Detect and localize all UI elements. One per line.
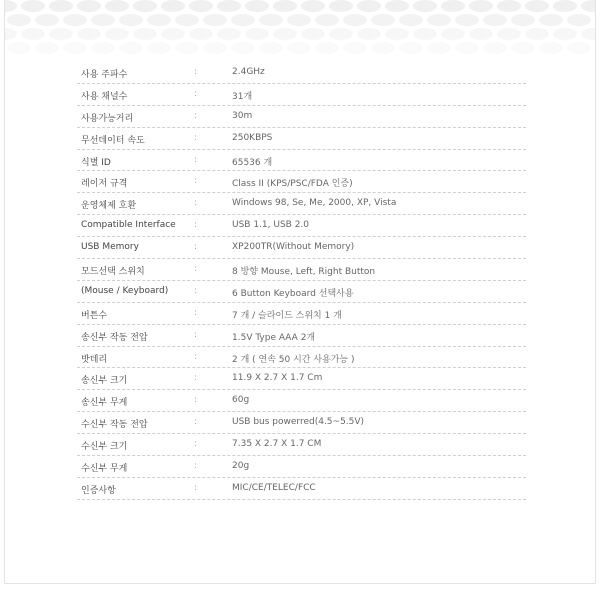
pattern-dot — [21, 28, 45, 40]
pattern-dot — [217, 0, 241, 12]
spec-separator: : — [194, 220, 198, 231]
spec-label: 수신부 무게 — [81, 464, 128, 475]
pattern-dot — [525, 0, 549, 12]
pattern-dot — [105, 28, 129, 40]
pattern-dot — [511, 42, 535, 54]
spec-value: 20g — [232, 461, 250, 472]
pattern-dot — [371, 14, 395, 26]
spec-value: 11.9 X 2.7 X 1.7 Cm — [232, 373, 323, 384]
pattern-dot — [287, 14, 311, 26]
pattern-dot — [329, 28, 353, 40]
pattern-dot — [175, 42, 199, 54]
spec-row — [77, 171, 526, 193]
spec-label: 레이저 규격 — [81, 179, 128, 190]
pattern-dot — [217, 28, 241, 40]
spec-label: 사용가능거리 — [81, 113, 134, 124]
spec-separator: : — [194, 198, 198, 209]
pattern-dot — [49, 0, 73, 12]
spec-row — [77, 84, 526, 106]
pattern-dot — [203, 14, 227, 26]
pattern-dot — [441, 0, 465, 12]
pattern-dot — [147, 42, 171, 54]
pattern-dot — [483, 14, 507, 26]
spec-row — [77, 303, 526, 325]
pattern-dot — [133, 0, 157, 12]
pattern-dot — [301, 28, 325, 40]
pattern-dot — [189, 0, 213, 12]
spec-row — [77, 478, 526, 500]
spec-row — [77, 259, 526, 281]
pattern-dot — [301, 0, 325, 12]
spec-value: XP200TR(Without Memory) — [232, 242, 355, 253]
pattern-dot — [315, 42, 339, 54]
spec-separator: : — [194, 154, 198, 165]
spec-row — [77, 281, 526, 303]
spec-separator: : — [194, 329, 198, 340]
spec-row — [77, 128, 526, 150]
pattern-dot — [427, 14, 451, 26]
spec-separator: : — [194, 417, 198, 428]
spec-label: 수신부 크기 — [81, 442, 128, 453]
pattern-dot — [35, 42, 59, 54]
spec-row — [77, 434, 526, 456]
spec-label: 버튼수 — [81, 310, 108, 321]
pattern-dot — [357, 28, 381, 40]
spec-value: USB 1.1, USB 2.0 — [232, 220, 310, 231]
pattern-dot — [469, 28, 493, 40]
pattern-dot — [203, 42, 227, 54]
pattern-dot — [273, 28, 297, 40]
pattern-dot — [5, 28, 17, 40]
spec-value: 31개 — [232, 91, 253, 102]
spec-label: 사용 채널수 — [81, 91, 128, 102]
pattern-dot — [539, 42, 563, 54]
spec-value: MIC/CE/TELEC/FCC — [232, 482, 316, 493]
pattern-dot — [77, 0, 101, 12]
pattern-dot — [231, 42, 255, 54]
pattern-dot — [553, 28, 577, 40]
pattern-dot — [511, 14, 535, 26]
spec-separator: : — [194, 67, 198, 77]
spec-label: 밧데리 — [81, 354, 108, 365]
pattern-dot — [567, 14, 591, 26]
decorative-pattern-graphic — [5, 0, 595, 60]
spec-value: 60g — [232, 395, 250, 406]
pattern-dot — [371, 42, 395, 54]
pattern-dot — [105, 0, 129, 12]
pattern-dot — [231, 14, 255, 26]
spec-row — [77, 215, 526, 237]
pattern-dot — [189, 28, 213, 40]
spec-value: 7.35 X 2.7 X 1.7 CM — [232, 439, 322, 450]
pattern-dot — [329, 0, 353, 12]
pattern-dot — [343, 42, 367, 54]
spec-separator: : — [194, 110, 198, 121]
spec-row — [77, 325, 526, 347]
pattern-dot — [63, 14, 87, 26]
spec-row — [77, 62, 526, 84]
pattern-dot — [287, 42, 311, 54]
spec-label: 송신부 작동 전압 — [81, 332, 148, 343]
pattern-dot — [441, 28, 465, 40]
pattern-dot — [119, 14, 143, 26]
pattern-dot — [483, 42, 507, 54]
spec-separator: : — [194, 395, 198, 406]
spec-separator: : — [194, 264, 198, 275]
spec-row — [77, 106, 526, 128]
pattern-dot — [273, 0, 297, 12]
spec-value: 6 Button Keyboard 선택사용 — [232, 288, 354, 299]
spec-label: 인증사항 — [81, 485, 116, 496]
spec-value: Windows 98, Se, Me, 2000, XP, Vista — [232, 198, 397, 209]
pattern-dot — [581, 0, 595, 12]
spec-separator: : — [194, 439, 198, 450]
pattern-dot — [259, 42, 283, 54]
spec-label: USB Memory — [81, 242, 139, 253]
pattern-dot — [413, 0, 437, 12]
pattern-dot — [455, 42, 479, 54]
spec-separator: : — [194, 351, 198, 362]
spec-separator: : — [194, 285, 198, 296]
spec-row — [77, 237, 526, 259]
pattern-dot — [245, 28, 269, 40]
spec-label: (Mouse / Keyboard) — [81, 285, 169, 296]
spec-panel — [4, 0, 596, 584]
spec-value: 65536 개 — [232, 157, 273, 168]
spec-value: 2 개 ( 연속 50 시간 사용가능 ) — [232, 354, 355, 365]
pattern-dot — [497, 0, 521, 12]
spec-label: 수신부 작동 전압 — [81, 420, 148, 431]
pattern-dot — [245, 0, 269, 12]
spec-value: 8 방향 Mouse, Left, Right Button — [232, 267, 376, 278]
spec-label: 모드선택 스위치 — [81, 267, 145, 278]
spec-value: USB bus powerred(4.5~5.5V) — [232, 417, 365, 428]
spec-value: 250KBPS — [232, 132, 273, 143]
decorative-pattern — [5, 0, 595, 60]
pattern-dot — [343, 14, 367, 26]
spec-value: 7 개 / 슬라이드 스위치 1 개 — [232, 310, 342, 321]
spec-separator: : — [194, 461, 198, 472]
pattern-dot — [161, 0, 185, 12]
pattern-dot — [259, 14, 283, 26]
pattern-dot — [385, 28, 409, 40]
pattern-dot — [469, 0, 493, 12]
spec-separator: : — [194, 176, 198, 187]
pattern-dot — [7, 14, 31, 26]
spec-label: 사용 주파수 — [81, 70, 128, 80]
spec-label: 송신부 무게 — [81, 398, 128, 409]
pattern-dot — [91, 14, 115, 26]
spec-row — [77, 456, 526, 478]
spec-separator: : — [194, 242, 198, 253]
pattern-dot — [21, 0, 45, 12]
pattern-dot — [35, 14, 59, 26]
spec-label: 식별 ID — [81, 157, 111, 168]
spec-label: Compatible Interface — [81, 220, 176, 231]
spec-separator: : — [194, 307, 198, 318]
pattern-dot — [119, 42, 143, 54]
pattern-dot — [49, 28, 73, 40]
pattern-dot — [161, 28, 185, 40]
pattern-dot — [581, 28, 595, 40]
spec-row — [77, 150, 526, 172]
spec-row — [77, 347, 526, 369]
spec-label: 송신부 크기 — [81, 376, 128, 387]
spec-separator: : — [194, 88, 198, 99]
spec-list — [77, 62, 526, 500]
pattern-dot — [553, 0, 577, 12]
spec-separator: : — [194, 132, 198, 143]
pattern-dot — [77, 28, 101, 40]
spec-label: 무선데이터 속도 — [81, 135, 145, 146]
pattern-dot — [91, 42, 115, 54]
pattern-dot — [399, 42, 423, 54]
pattern-dot — [385, 0, 409, 12]
spec-row — [77, 390, 526, 412]
spec-value: 1.5V Type AAA 2개 — [232, 332, 316, 343]
spec-value: 2.4GHz — [232, 67, 265, 77]
spec-separator: : — [194, 482, 198, 493]
pattern-dot — [567, 42, 591, 54]
pattern-dot — [427, 42, 451, 54]
pattern-dot — [175, 14, 199, 26]
pattern-dot — [413, 28, 437, 40]
pattern-dot — [5, 0, 17, 12]
pattern-dot — [7, 42, 31, 54]
spec-label: 운영체제 호환 — [81, 201, 137, 212]
pattern-dot — [357, 0, 381, 12]
pattern-dot — [539, 14, 563, 26]
spec-value: Class II (KPS/PSC/FDA 인증) — [232, 179, 353, 190]
pattern-dot — [133, 28, 157, 40]
pattern-dot — [525, 28, 549, 40]
pattern-dot — [147, 14, 171, 26]
spec-value: 30m — [232, 110, 253, 121]
pattern-dot — [399, 14, 423, 26]
pattern-dot — [315, 14, 339, 26]
pattern-dot — [455, 14, 479, 26]
spec-row — [77, 368, 526, 390]
pattern-dot — [63, 42, 87, 54]
spec-row — [77, 193, 526, 215]
pattern-dot — [497, 28, 521, 40]
spec-row — [77, 412, 526, 434]
spec-separator: : — [194, 373, 198, 384]
